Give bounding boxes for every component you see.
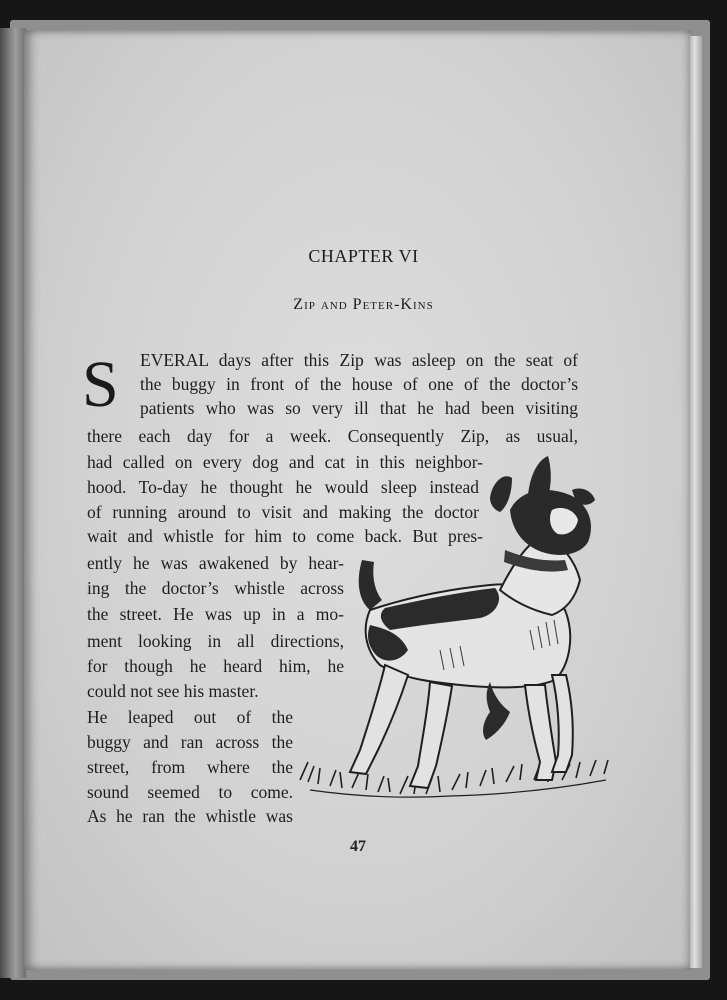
- text-line: He leaped out of the: [87, 707, 293, 727]
- chapter-subtitle: Zip and Peter-Kins: [293, 296, 434, 313]
- book-spine: [0, 28, 26, 978]
- text-line: ment looking in all directions,: [87, 631, 344, 651]
- drop-cap: S: [82, 348, 119, 421]
- page-stack-edge: [690, 36, 702, 968]
- text-line: the street. He was up in a mo-: [87, 604, 344, 624]
- chapter-title: CHAPTER VI: [308, 246, 419, 266]
- text-line: had called on every dog and cat in this neighbor-: [87, 452, 483, 472]
- text-line: sound seemed to come.: [87, 782, 293, 802]
- text-line: ently he was awakened by hear-: [87, 553, 344, 573]
- text-line: of running around to visit and making the doctor: [87, 502, 479, 522]
- text-line: wait and whistle for him to come back. But pres-: [87, 526, 483, 546]
- text-line: for though he heard him, he: [87, 656, 344, 676]
- page-number: 47: [350, 838, 366, 855]
- dog-illustration-icon: [290, 450, 620, 822]
- text-line: EVERAL days after this Zip was asleep on the seat of: [140, 350, 578, 370]
- text-line: buggy and ran across the: [87, 732, 293, 752]
- text-line: patients who was so very ill that he had been visiting: [140, 398, 578, 418]
- text-line: street, from where the: [87, 757, 293, 777]
- text-line: hood. To-day he thought he would sleep instead: [87, 477, 479, 497]
- text-line: there each day for a week. Consequently Zip, as usual,: [87, 426, 578, 446]
- text-line: ing the doctor’s whistle across: [87, 578, 344, 598]
- text-line: As he ran the whistle was: [87, 806, 293, 826]
- text-line: could not see his master.: [87, 681, 259, 701]
- text-line: the buggy in front of the house of one of the doctor’s: [140, 374, 578, 394]
